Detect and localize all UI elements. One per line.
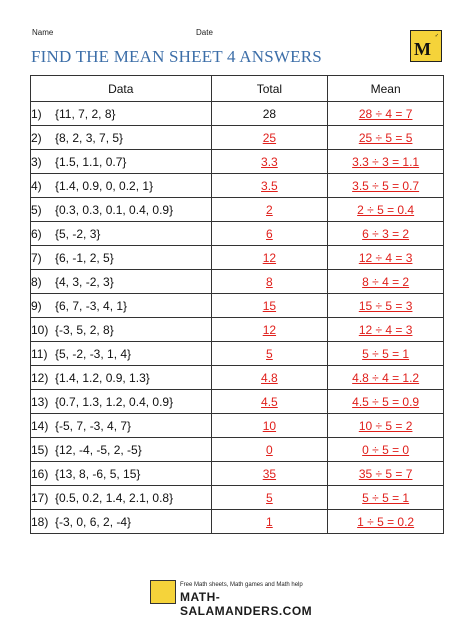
row-number: 18) [31,514,49,529]
mean-value: 5 ÷ 5 = 1 [362,490,410,505]
row-number: 4) [31,178,42,193]
total-cell [211,270,328,294]
total-value: 25 [262,130,277,145]
footer-branding [150,578,330,618]
data-cell [31,342,212,366]
data-cell [31,198,212,222]
table-row [31,126,444,150]
data-cell [31,126,212,150]
table-row [31,174,444,198]
total-cell [211,294,328,318]
total-cell [211,390,328,414]
math-salamanders-logo-icon: M ✓ [410,30,442,62]
footer-salamander-icon [150,580,176,604]
mean-cell [328,486,444,510]
mean-value: 0 ÷ 5 = 0 [362,442,410,457]
data-cell [31,150,212,174]
table-row [31,246,444,270]
mean-value: 10 ÷ 5 = 2 [358,418,413,433]
total-cell [211,462,328,486]
mean-cell [328,126,444,150]
mean-cell [328,246,444,270]
footer-small-text: Free Math sheets, Math games and Math help [180,582,303,588]
total-cell [211,174,328,198]
mean-cell [328,174,444,198]
total-cell [211,414,328,438]
mean-cell [328,222,444,246]
total-value: 15 [262,298,277,313]
mean-cell [328,438,444,462]
table-row [31,438,444,462]
data-set: {12, -4, -5, 2, -5} [55,442,142,457]
answers-table [30,75,444,534]
mean-cell [328,390,444,414]
total-value: 4.8 [261,370,278,385]
mean-cell [328,342,444,366]
row-number: 1) [31,106,42,121]
total-value: 8 [266,274,273,289]
mean-value: 2 ÷ 5 = 0.4 [357,202,415,217]
total-cell [211,246,328,270]
row-number: 6) [31,226,42,241]
data-cell [31,390,212,414]
total-value: 3.5 [261,178,278,193]
date-label: Date [196,28,213,37]
table-row [31,486,444,510]
data-set: {13, 8, -6, 5, 15} [55,466,141,481]
row-number: 9) [31,298,42,313]
data-set: {0.3, 0.3, 0.1, 0.4, 0.9} [55,202,174,217]
table-row [31,270,444,294]
total-cell [211,102,328,126]
table-row [31,366,444,390]
total-cell [211,366,328,390]
total-value: 10 [262,418,277,433]
row-number: 11) [31,346,48,361]
mean-value: 8 ÷ 4 = 2 [362,274,410,289]
data-cell [31,270,212,294]
total-value: 6 [266,226,273,241]
name-label: Name [32,28,54,37]
table-row [31,510,444,534]
mean-value: 3.5 ÷ 5 = 0.7 [352,178,420,193]
data-set: {-3, 0, 6, 2, -4} [55,514,132,529]
total-cell [211,150,328,174]
total-value: 1 [266,514,273,529]
data-cell [31,318,212,342]
mean-cell [328,198,444,222]
total-value: 12 [262,322,277,337]
total-cell [211,486,328,510]
mean-value: 4.5 ÷ 5 = 0.9 [352,394,420,409]
mean-value: 1 ÷ 5 = 0.2 [357,514,415,529]
data-set: {1.5, 1.1, 0.7} [55,154,127,169]
data-cell [31,366,212,390]
data-cell [31,246,212,270]
table-row [31,462,444,486]
data-set: {0.7, 1.3, 1.2, 0.4, 0.9} [55,394,174,409]
mean-cell [328,366,444,390]
row-number: 12) [31,370,49,385]
mean-value: 28 ÷ 4 = 7 [358,106,413,121]
total-value: 35 [262,466,277,481]
table-row [31,102,444,126]
total-value: 0 [266,442,273,457]
total-value: 3.3 [261,154,278,169]
data-set: {6, 7, -3, 4, 1} [55,298,128,313]
data-set: {-5, 7, -3, 4, 7} [55,418,132,433]
table-row [31,198,444,222]
table-header-row [31,76,444,102]
data-cell [31,294,212,318]
row-number: 14) [31,418,49,433]
data-cell [31,174,212,198]
row-number: 5) [31,202,42,217]
data-set: {-3, 5, 2, 8} [55,322,114,337]
row-number: 15) [31,442,49,457]
total-value: 2 [266,202,273,217]
page-title: FIND THE MEAN SHEET 4 ANSWERS [31,47,322,66]
mean-cell [328,150,444,174]
mean-cell [328,318,444,342]
mean-value: 3.3 ÷ 3 = 1.1 [352,154,420,169]
data-set: {11, 7, 2, 8} [55,106,116,121]
mean-cell [328,102,444,126]
row-number: 13) [31,394,49,409]
table-row [31,318,444,342]
total-cell [211,198,328,222]
table-row [31,222,444,246]
data-cell [31,486,212,510]
total-cell [211,510,328,534]
data-cell [31,222,212,246]
total-value: 5 [266,490,273,505]
row-number: 16) [31,466,49,481]
row-number: 2) [31,130,42,145]
data-set: {6, -1, 2, 5} [55,250,114,265]
mean-value: 6 ÷ 3 = 2 [362,226,410,241]
data-set: {5, -2, 3} [55,226,101,241]
total-cell [211,342,328,366]
mean-value: 4.8 ÷ 4 = 1.2 [352,370,420,385]
mean-cell [328,270,444,294]
data-set: {1.4, 1.2, 0.9, 1.3} [55,370,150,385]
table-row [31,150,444,174]
column-header-total: Total [211,76,328,102]
mean-value: 15 ÷ 5 = 3 [358,298,413,313]
row-number: 3) [31,154,42,169]
mean-cell [328,414,444,438]
mean-value: 5 ÷ 5 = 1 [362,346,410,361]
total-value: 28 [262,106,277,121]
data-set: {1.4, 0.9, 0, 0.2, 1} [55,178,154,193]
table-row [31,294,444,318]
row-number: 17) [31,490,49,505]
data-cell [31,102,212,126]
mean-value: 12 ÷ 4 = 3 [358,250,413,265]
row-number: 7) [31,250,42,265]
row-number: 8) [31,274,42,289]
row-number: 10) [31,322,49,337]
mean-cell [328,462,444,486]
total-value: 4.5 [261,394,278,409]
mean-cell [328,510,444,534]
total-value: 5 [266,346,273,361]
total-cell [211,222,328,246]
total-cell [211,438,328,462]
column-header-mean: Mean [328,76,444,102]
mean-value: 12 ÷ 4 = 3 [358,322,413,337]
table-row [31,390,444,414]
data-cell [31,414,212,438]
total-value: 12 [262,250,277,265]
footer-brand: MATH-SALAMANDERS.COM [180,590,313,618]
data-set: {5, -2, -3, 1, 4} [55,346,132,361]
data-set: {0.5, 0.2, 1.4, 2.1, 0.8} [55,490,174,505]
total-cell [211,126,328,150]
total-cell [211,318,328,342]
data-cell [31,510,212,534]
data-set: {4, 3, -2, 3} [55,274,114,289]
data-cell [31,462,212,486]
mean-value: 25 ÷ 5 = 5 [358,130,413,145]
data-set: {8, 2, 3, 7, 5} [55,130,124,145]
table-row [31,414,444,438]
table-row [31,342,444,366]
table-body [31,102,444,534]
mean-cell [328,294,444,318]
column-header-data: Data [31,76,212,102]
data-cell [31,438,212,462]
mean-value: 35 ÷ 5 = 7 [358,466,413,481]
